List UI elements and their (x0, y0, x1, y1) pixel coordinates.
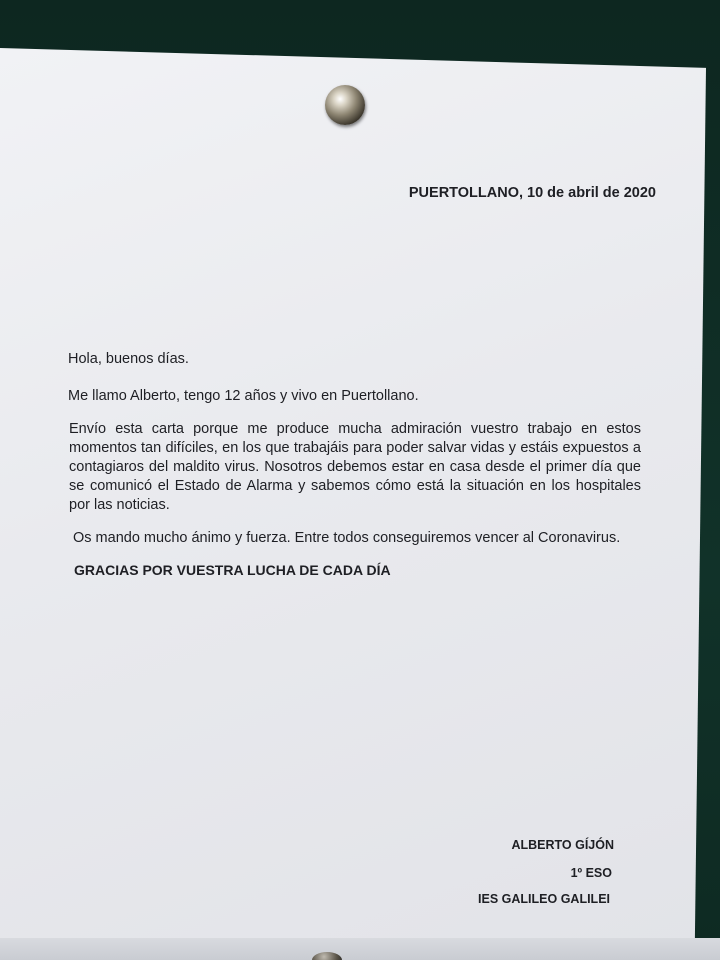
second-paper-edge (0, 938, 720, 960)
pushpin-icon (325, 85, 365, 125)
signature-course: 1º ESO (570, 866, 612, 880)
letter-closing: Os mando mucho ánimo y fuerza. Entre todos conseguiremos vencer al Coronavirus. (73, 530, 621, 546)
letter-date: PUERTOLLANO, 10 de abril de 2020 (408, 185, 656, 201)
letter-intro: Me llamo Alberto, tengo 12 años y vivo en Puertollano. (68, 388, 419, 404)
letter-body: Envío esta carta porque me produce mucha admiración vuestro trabajo en estos momentos tan difíciles, en los que trabajáis para poder salvar vidas y estáis expuestos a contagiaros del maldito virus. Nosotros debemos estar en casa desde el primer día que se comunicó el Estado de Alarma y sabemos cómo está la situación en los hospitales por las noticias. (69, 421, 641, 513)
signature-name: ALBERTO GÍJÓN (511, 838, 614, 852)
signature-school: IES GALILEO GALILEI (478, 892, 610, 906)
letter-thanks: GRACIAS POR VUESTRA LUCHA DE CADA DÍA (74, 562, 391, 578)
letter-greeting: Hola, buenos días. (68, 351, 189, 367)
